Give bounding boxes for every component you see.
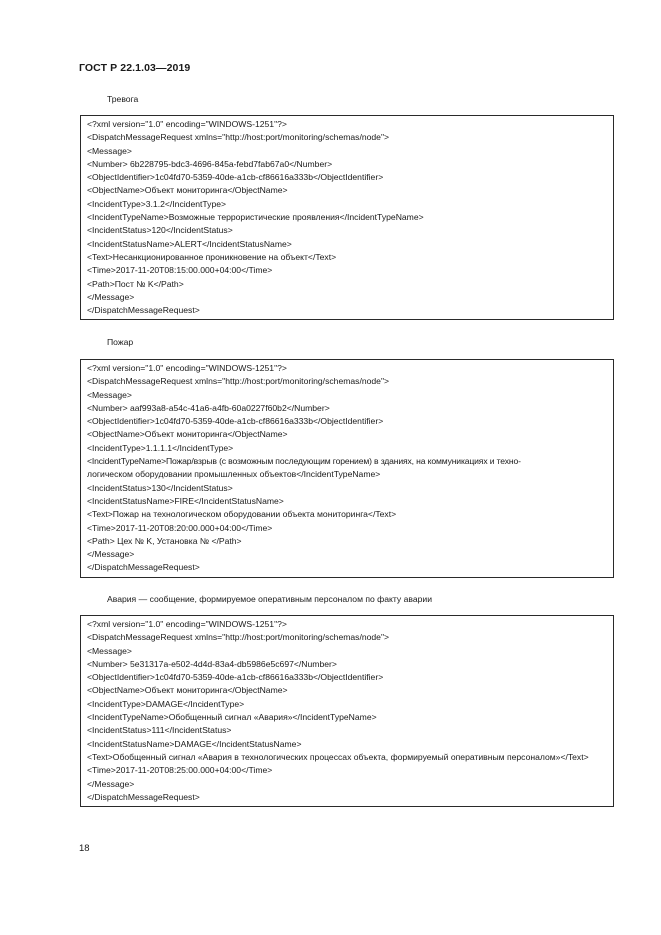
code-line: <ObjectName>Объект мониторинга</ObjectName> [87, 685, 288, 696]
code-line: <Message> [87, 145, 132, 156]
code-line: <ObjectName>Объект мониторинга</ObjectName> [87, 185, 288, 196]
code-line: логическом оборудовании промышленных объектов</IncidentTypeName> [87, 469, 381, 480]
code-line: </Message> [87, 778, 135, 789]
code-line: <Time>2017-11-20T08:20:00.000+04:00</Time> [87, 522, 273, 533]
section-caption-damage: Авария — сообщение, формируемое оперативным персоналом по факту аварии [107, 594, 433, 604]
code-line: <DispatchMessageRequest xmlns="http://host:port/monitoring/schemas/node"> [87, 632, 390, 643]
code-line: <ObjectIdentifier>1c04fd70-5359-40de-a1cb-cf86616a333b</ObjectIdentifier> [87, 672, 384, 683]
code-line: <Message> [87, 389, 132, 400]
code-line: <?xml version="1.0" encoding="WINDOWS-1251"?> [87, 363, 287, 373]
code-line: <?xml version="1.0" encoding="WINDOWS-1251"?> [87, 619, 287, 629]
code-line: <IncidentStatus>111</IncidentStatus> [87, 725, 232, 736]
xml-code-block-fire [80, 359, 614, 578]
code-line: <Time>2017-11-20T08:15:00.000+04:00</Time> [87, 265, 273, 276]
code-line: </DispatchMessageRequest> [87, 791, 200, 802]
code-line: <Number> aaf993a8-a54c-41a6-a4fb-60a0227f60b2</Number> [87, 402, 330, 413]
code-line: <IncidentStatusName>ALERT</IncidentStatusName> [87, 238, 292, 249]
code-line: <Number> 5e31317a-e502-4d4d-83a4-db5986e5c697</Number> [87, 658, 337, 669]
xml-code-block-alert [80, 115, 614, 320]
code-line: <Number> 6b228795-bdc3-4696-845a-febd7fab67a0</Number> [87, 158, 333, 169]
code-line: <DispatchMessageRequest xmlns="http://host:port/monitoring/schemas/node"> [87, 132, 390, 143]
code-line: <?xml version="1.0" encoding="WINDOWS-1251"?> [87, 119, 287, 129]
code-line: <IncidentStatus>130</IncidentStatus> [87, 482, 233, 493]
code-line: <IncidentTypeName>Возможные террористические проявления</IncidentTypeName> [87, 212, 424, 223]
code-line: <IncidentTypeName>Обобщенный сигнал «Авария»</IncidentTypeName> [87, 712, 377, 723]
code-line: <ObjectIdentifier>1c04fd70-5359-40de-a1cb-cf86616a333b</ObjectIdentifier> [87, 172, 384, 183]
code-line: <ObjectName>Объект мониторинга</ObjectName> [87, 429, 288, 440]
code-line: <Time>2017-11-20T08:25:00.000+04:00</Time> [87, 765, 273, 776]
code-line: <IncidentType>3.1.2</IncidentType> [87, 198, 227, 209]
code-line: <IncidentStatusName>DAMAGE</IncidentStatusName> [87, 738, 302, 749]
code-line: <IncidentStatus>120</IncidentStatus> [87, 225, 233, 236]
document-header: ГОСТ Р 22.1.03—2019 [79, 62, 191, 74]
section-caption-fire: Пожар [107, 337, 134, 347]
code-line: </DispatchMessageRequest> [87, 562, 200, 573]
code-line: <Path> Цех № K, Установка № </Path> [87, 535, 242, 546]
code-line: </Message> [87, 291, 135, 302]
code-line: <Path>Пост № K</Path> [87, 278, 184, 289]
section-caption-alert: Тревога [107, 94, 139, 104]
code-line: <IncidentStatusName>FIRE</IncidentStatusName> [87, 495, 284, 506]
code-line: <IncidentType>DAMAGE</IncidentType> [87, 698, 245, 709]
code-line: <Text>Пожар на технологическом оборудовании объекта мониторинга</Text> [87, 509, 397, 520]
code-line: </Message> [87, 549, 135, 560]
page-number: 18 [79, 843, 90, 854]
xml-code-block-damage [80, 615, 614, 807]
code-line: <IncidentTypeName>Пожар/взрыв (с возможным последующим горением) в зданиях, на коммуникациях и техно- [87, 456, 521, 467]
code-line: <IncidentType>1.1.1.1</IncidentType> [87, 442, 234, 453]
code-line: <Text>Обобщенный сигнал «Авария в технологических процессах объекта, формируемый оперативным персоналом»</Text> [87, 751, 589, 762]
code-line: <Message> [87, 645, 132, 656]
code-line: </DispatchMessageRequest> [87, 305, 200, 316]
code-line: <DispatchMessageRequest xmlns="http://host:port/monitoring/schemas/node"> [87, 376, 390, 387]
code-line: <ObjectIdentifier>1c04fd70-5359-40de-a1cb-cf86616a333b</ObjectIdentifier> [87, 416, 384, 427]
code-line: <Text>Несанкционированное проникновение на объект</Text> [87, 251, 337, 262]
